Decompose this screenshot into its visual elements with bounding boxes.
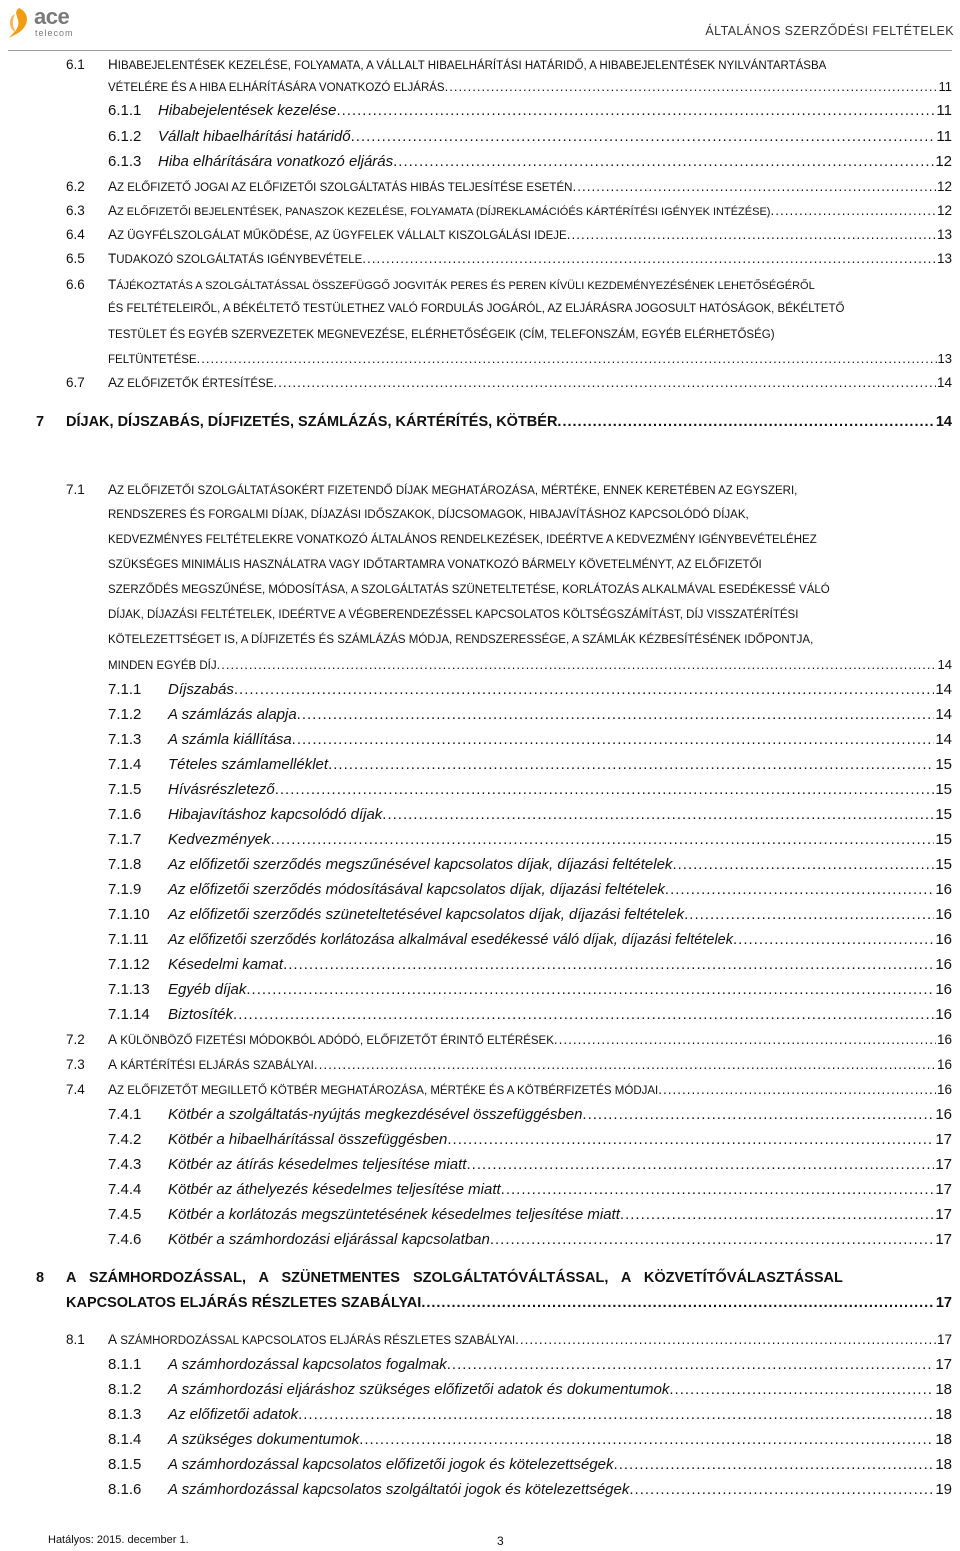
toc-entry-title-continued: DÍJAK, DÍJAZÁSI FELTÉTELEK, IDEÉRTVE A VÉGBERENDEZÉSSEL KAPCSOLATOS KÖLTSÉGSZÁMÍTÁST, DÍJ VISSZATÉRÍTÉSI — [108, 609, 799, 621]
toc-entry-title: AZ ELŐFIZETŐT MEGILLETŐ KÖTBÉR MEGHATÁROZÁSA, MÉRTÉKE ÉS A KÖTBÉRFIZETÉS MÓDJAI — [108, 1082, 659, 1097]
toc-page-number: 13 — [936, 227, 952, 242]
toc-page-number: 14 — [936, 375, 952, 390]
toc-page-number: 16 — [936, 1082, 952, 1097]
toc-leader-dots — [234, 681, 934, 699]
toc-entry-number: 7.2 — [66, 1032, 85, 1047]
toc-entry-6-1[interactable] — [66, 56, 952, 75]
toc-entry-8-cont[interactable] — [66, 1294, 952, 1312]
toc-entry-number: 7.1.7 — [108, 831, 142, 848]
toc-page-number: 11 — [938, 79, 952, 94]
toc-entry-title: AZ ELŐFIZETŐI BEJELENTÉSEK, PANASZOK KEZELÉSE, FOLYAMATA (DÍJREKLAMÁCIÓÉS KÁRTÉRÍTÉSI IGÉNYEK INTÉZÉSE) — [108, 203, 771, 218]
toc-leader-dots — [298, 1406, 934, 1424]
toc-entry-number: 7.1.9 — [108, 881, 142, 898]
toc-entry-title: Hiba elhárítására vonatkozó eljárás — [158, 153, 394, 170]
toc-entry-title: DÍJAK, DÍJSZABÁS, DÍJFIZETÉS, SZÁMLÁZÁS, KÁRTÉRÍTÉS, KÖTBÉR — [66, 414, 558, 430]
toc-entry-number: 7.1.14 — [108, 1006, 150, 1023]
toc-entry-8[interactable] — [36, 1269, 952, 1287]
toc-page-number: 12 — [936, 203, 952, 218]
toc-entry-title-continued: MINDEN EGYÉB DÍJ — [108, 660, 217, 672]
toc-leader-dots — [466, 1156, 934, 1174]
toc-entry-8-1-2[interactable] — [108, 1381, 952, 1399]
toc-leader-dots — [665, 881, 934, 899]
toc-entry-title: Az előfizetői szerződés módosításával kapcsolatos díjak, díjazási feltételek — [168, 881, 665, 898]
toc-entry-title: Biztosíték — [168, 1006, 234, 1023]
toc-entry-title-continued: RENDSZERES ÉS FORGALMI DÍJAK, DÍJAZÁSI IDŐSZAKOK, DÍJCSOMAGOK, HIBAJAVÍTÁSHOZ KAPCSOLÓDÓ DÍJAK, — [108, 509, 749, 521]
toc-page-number: 17 — [935, 1181, 952, 1198]
toc-entry-number: 8.1.4 — [108, 1431, 142, 1448]
toc-leader-dots — [283, 956, 934, 974]
toc-entry-number: 7.3 — [66, 1057, 85, 1072]
toc-entry-number: 7.1.3 — [108, 731, 142, 748]
ace-telecom-logo — [6, 4, 126, 44]
toc-entry-title-continued: SZÜKSÉGES MINIMÁLIS HASZNÁLATRA VAGY IDŐTARTAMRA VONATKOZÓ BÁRMELY KÖVETELMÉNYT, AZ ELŐFIZETŐI — [108, 559, 762, 571]
toc-leader-dots — [447, 1131, 934, 1149]
toc-entry-number: 6.5 — [66, 251, 85, 266]
toc-entry-title: Kötbér a hibaelhárítással összefüggésben — [168, 1131, 448, 1148]
toc-entry-title: AZ ELŐFIZETŐK ÉRTESÍTÉSE — [108, 375, 274, 390]
toc-page-number: 16 — [935, 1106, 952, 1123]
toc-entry-7-1-cont[interactable] — [108, 656, 952, 675]
toc-entry-8-1-5[interactable] — [108, 1456, 952, 1474]
toc-entry-number: 6.1.3 — [108, 153, 142, 170]
toc-entry-6-1-1[interactable] — [108, 102, 952, 120]
toc-page-number: 16 — [935, 1006, 952, 1023]
toc-leader-dots — [733, 931, 934, 949]
toc-page-number: 17 — [936, 1332, 952, 1347]
toc-entry-number: 6.1 — [66, 57, 85, 72]
toc-page-number: 15 — [935, 806, 952, 823]
toc-leader-dots — [554, 1031, 936, 1049]
toc-entry-7-4-5[interactable] — [108, 1206, 952, 1224]
toc-entry-title: AZ ELŐFIZETŐ JOGAI AZ ELŐFIZETŐI SZOLGÁLTATÁS HIBÁS TELJESÍTÉSE ESETÉN — [108, 179, 573, 194]
page-number: 3 — [497, 1534, 504, 1548]
toc-entry-6-1-2[interactable] — [108, 128, 952, 146]
toc-entry-title: A szükséges dokumentumok — [168, 1431, 360, 1448]
toc-entry-number: 7.1.8 — [108, 856, 142, 873]
toc-entry-title: AZ ÜGYFÉLSZOLGÁLAT MŰKÖDÉSE, AZ ÜGYFELEK VÁLLALT KISZOLGÁLÁSI IDEJE — [108, 227, 567, 242]
toc-entry-7-1-12[interactable] — [108, 956, 952, 974]
toc-leader-dots — [328, 756, 934, 774]
toc-page-number: 16 — [935, 981, 952, 998]
toc-leader-dots — [217, 656, 937, 674]
toc-entry-title: Kötbér a szolgáltatás-nyújtás megkezdésével összefüggésben — [168, 1106, 583, 1123]
toc-page-number: 19 — [935, 1481, 952, 1498]
toc-entry-title: Tételes számlamelléklet — [168, 756, 329, 773]
toc-leader-dots — [515, 1331, 936, 1349]
toc-entry-7-3[interactable] — [66, 1056, 952, 1075]
toc-leader-dots — [557, 413, 934, 431]
toc-leader-dots — [271, 831, 935, 849]
toc-leader-dots — [501, 1181, 935, 1199]
toc-entry-title: A SZÁMHORDOZÁSSAL, A SZÜNETMENTES SZOLGÁLTATÓVÁLTÁSSAL, A KÖZVETÍTŐVÁLASZTÁSSAL — [66, 1270, 843, 1286]
toc-entry-7-1-13[interactable] — [108, 981, 952, 999]
effective-date: Hatályos: 2015. december 1. — [48, 1534, 189, 1546]
toc-leader-dots — [246, 981, 934, 999]
toc-page-number: 14 — [937, 657, 952, 672]
toc-entry-title: A KÜLÖNBÖZŐ FIZETÉSI MÓDOKBÓL ADÓDÓ, ELŐFIZETŐT ÉRINTŐ ELTÉRÉSEK — [108, 1032, 554, 1047]
toc-page-number: 17 — [935, 1295, 952, 1311]
toc-leader-dots — [297, 706, 935, 724]
toc-entry-7-1-9[interactable] — [108, 881, 952, 899]
toc-entry-title: Kötbér a számhordozási eljárással kapcsolatban — [168, 1231, 490, 1248]
toc-entry-number: 7.4.1 — [108, 1106, 142, 1123]
toc-entry-8-1-6[interactable] — [108, 1481, 952, 1499]
toc-entry-8-1[interactable] — [66, 1331, 952, 1350]
toc-entry-7-4-1[interactable] — [108, 1106, 952, 1124]
toc-page-number: 16 — [936, 1032, 952, 1047]
toc-entry-title: TÁJÉKOZTATÁS A SZOLGÁLTATÁSSAL ÖSSZEFÜGGŐ JOGVITÁK PERES ÉS PEREN KÍVÜLI KEZDEMÉNYEZÉSÉNEK LEHETŐSÉGÉRŐL — [108, 277, 815, 292]
toc-page-number: 14 — [935, 681, 952, 698]
toc-entry-title: A számhordozással kapcsolatos fogalmak — [168, 1356, 447, 1373]
toc-leader-dots — [582, 1106, 934, 1124]
toc-entry-7-1-8[interactable] — [108, 856, 952, 874]
toc-leader-dots — [672, 856, 934, 874]
toc-entry-number: 6.4 — [66, 227, 85, 242]
toc-entry-title-continued: KEDVEZMÉNYES FELTÉTELEKRE VONATKOZÓ ÁLTALÁNOS RENDELKEZÉSEK, IDEÉRTVE A KEDVEZMÉNY IGÉNYBEVÉTELÉHEZ — [108, 534, 817, 546]
page-header — [0, 0, 960, 50]
toc-entry-7-4[interactable] — [66, 1081, 952, 1100]
toc-leader-dots — [567, 226, 936, 244]
toc-entry-title: A SZÁMHORDOZÁSSAL KAPCSOLATOS ELJÁRÁS RÉSZLETES SZABÁLYAI — [108, 1332, 516, 1347]
toc-entry-number: 6.3 — [66, 203, 85, 218]
toc-entry-title: A KÁRTÉRÍTÉSI ELJÁRÁS SZABÁLYAI — [108, 1057, 314, 1072]
toc-leader-dots — [359, 1431, 934, 1449]
toc-entry-number: 7.1.5 — [108, 781, 142, 798]
toc-entry-7-2[interactable] — [66, 1031, 952, 1050]
toc-entry-title: Hibajavításhoz kapcsolódó díjak — [168, 806, 383, 823]
toc-leader-dots — [362, 250, 936, 268]
toc-entry-number: 7.4.6 — [108, 1231, 142, 1248]
toc-entry-8-1-3[interactable] — [108, 1406, 952, 1424]
toc-leader-dots — [614, 1456, 935, 1474]
toc-leader-dots — [233, 1006, 934, 1024]
toc-entry-title: Az előfizetői szerződés korlátozása alkalmával esedékessé váló díjak, díjazási feltételek — [168, 932, 733, 948]
toc-leader-dots — [351, 128, 936, 146]
toc-entry-number: 7.4 — [66, 1082, 85, 1097]
toc-leader-dots — [684, 906, 934, 924]
toc-entry-number: 8.1.3 — [108, 1406, 142, 1423]
logo-subtitle: telecom — [35, 28, 74, 38]
toc-entry-title: Díjszabás — [168, 681, 234, 698]
toc-entry-number: 7.4.3 — [108, 1156, 142, 1173]
toc-entry-6-1-3[interactable] — [108, 153, 952, 171]
toc-entry-number: 7.4.5 — [108, 1206, 142, 1223]
toc-leader-dots — [770, 202, 936, 220]
toc-entry-7-1-4[interactable] — [108, 756, 952, 774]
toc-entry-title: Vállalt hibaelhárítási határidő — [158, 128, 351, 145]
toc-entry-title: Késedelmi kamat — [168, 956, 284, 973]
toc-page-number: 15 — [935, 856, 952, 873]
toc-entry-number: 7 — [36, 414, 45, 430]
toc-entry-title-continued: KÖTELEZETTSÉGET IS, A DÍJFIZETÉS ÉS SZÁMLÁZÁS MÓDJA, RENDSZERESSÉGE, A SZÁMLÁK KÉZBESÍTÉSÉNEK IDŐPONTJA, — [108, 634, 814, 646]
toc-entry-7[interactable] — [36, 413, 952, 431]
toc-page-number: 11 — [936, 128, 952, 145]
toc-entry-6-3[interactable] — [66, 202, 952, 221]
toc-page-number: 12 — [936, 179, 952, 194]
toc-entry-6-6[interactable] — [66, 276, 952, 295]
toc-leader-dots — [382, 806, 934, 824]
toc-entry-8-1-4[interactable] — [108, 1431, 952, 1449]
toc-leader-dots — [197, 350, 937, 368]
toc-page-number: 15 — [935, 831, 952, 848]
toc-entry-title: A számla kiállítása — [168, 731, 292, 748]
toc-leader-dots — [314, 1056, 936, 1074]
toc-entry-title: Egyéb díjak — [168, 981, 247, 998]
toc-leader-dots — [490, 1231, 934, 1249]
toc-entry-title: HIBABEJELENTÉSEK KEZELÉSE, FOLYAMATA, A VÁLLALT HIBAELHÁRÍTÁSI HATÁRIDŐ, A HIBABEJELENTÉSEK NYILVÁNTARTÁSBA — [108, 57, 827, 72]
toc-entry-title-continued: VÉTELÉRE ÉS A HIBA ELHÁRÍTÁSÁRA VONATKOZÓ ELJÁRÁS — [108, 82, 445, 94]
toc-entry-title: Hívásrészletező — [168, 781, 275, 798]
toc-entry-6-2[interactable] — [66, 178, 952, 197]
toc-page-number: 14 — [935, 706, 952, 723]
toc-entry-number: 6.1.1 — [108, 102, 142, 119]
toc-entry-title: AZ ELŐFIZETŐI SZOLGÁLTATÁSOKÉRT FIZETENDŐ DÍJAK MEGHATÁROZÁSA, MÉRTÉKE, ENNEK KERETÉBEN AZ EGYSZERI, — [108, 482, 798, 497]
toc-entry-7-1-3[interactable] — [108, 731, 952, 749]
toc-entry-title-continued: KAPCSOLATOS ELJÁRÁS RÉSZLETES SZABÁLYAI — [66, 1295, 422, 1311]
header-divider — [8, 50, 952, 51]
toc-entry-title: Kötbér az áthelyezés késedelmes teljesítése miatt — [168, 1181, 501, 1198]
toc-page-number: 17 — [935, 1206, 952, 1223]
toc-leader-dots — [669, 1381, 934, 1399]
toc-entry-6-6-cont[interactable] — [108, 350, 952, 369]
toc-leader-dots — [275, 781, 935, 799]
toc-page-number: 14 — [935, 414, 952, 430]
toc-leader-dots — [620, 1206, 934, 1224]
toc-entry-number: 8.1.5 — [108, 1456, 142, 1473]
toc-page-number: 17 — [935, 1356, 952, 1373]
toc-leader-dots — [629, 1481, 934, 1499]
toc-leader-dots — [393, 153, 934, 171]
toc-entry-number: 8.1.1 — [108, 1356, 142, 1373]
toc-entry-number: 7.1 — [66, 482, 85, 497]
toc-entry-title: A számhordozással kapcsolatos szolgáltatói jogok és kötelezettségek — [168, 1481, 630, 1498]
toc-entry-title: Az előfizetői szerződés megszűnésével kapcsolatos díjak, díjazási feltételek — [168, 856, 673, 873]
toc-entry-7-1-14[interactable] — [108, 1006, 952, 1024]
toc-page-number: 18 — [935, 1381, 952, 1398]
toc-entry-title: A számhordozással kapcsolatos előfizetői jogok és kötelezettségek — [168, 1456, 614, 1473]
toc-entry-7-1-6[interactable] — [108, 806, 952, 824]
toc-entry-6-1-cont[interactable] — [108, 78, 952, 97]
toc-page-number: 16 — [935, 956, 952, 973]
toc-entry-title: Hibabejelentések kezelése — [158, 102, 337, 119]
toc-page-number: 12 — [935, 153, 952, 170]
toc-entry-7-1-11[interactable] — [108, 931, 952, 949]
toc-leader-dots — [445, 78, 938, 96]
toc-entry-7-4-3[interactable] — [108, 1156, 952, 1174]
toc-page-number: 17 — [935, 1156, 952, 1173]
toc-entry-number: 7.1.1 — [108, 681, 142, 698]
toc-page-number: 16 — [935, 881, 952, 898]
toc-entry-number: 7.1.13 — [108, 981, 150, 998]
toc-entry-title-continued: TESTÜLET ÉS EGYÉB SZERVEZETEK MEGNEVEZÉSE, ELÉRHETŐSÉGEIK (CÍM, TELEFONSZÁM, EGYÉB ELÉRHETŐSÉG) — [108, 329, 775, 341]
toc-leader-dots — [336, 102, 935, 120]
toc-entry-number: 6.1.2 — [108, 128, 142, 145]
toc-entry-7-4-2[interactable] — [108, 1131, 952, 1149]
toc-entry-title: Az előfizetői szerződés szüneteltetésével kapcsolatos díjak, díjazási feltételek — [168, 906, 685, 923]
toc-entry-number: 7.4.2 — [108, 1131, 142, 1148]
toc-entry-7-1[interactable] — [66, 481, 952, 500]
toc-page-number: 18 — [935, 1431, 952, 1448]
toc-page-number: 15 — [935, 781, 952, 798]
toc-entry-title: A számhordozási eljáráshoz szükséges előfizetői adatok és dokumentumok — [168, 1381, 670, 1398]
toc-entry-title: TUDAKOZÓ SZOLGÁLTATÁS IGÉNYBEVÉTELE — [108, 251, 363, 266]
toc-entry-title-continued: ÉS FELTÉTELEIRŐL, A BÉKÉLTETŐ TESTÜLETHEZ VALÓ FORDULÁS JOGÁRÓL, AZ ELJÁRÁSRA JOGOSULT HATÓSÁGOK, BÉKÉLTETŐ — [108, 303, 845, 315]
toc-entry-number: 7.1.10 — [108, 906, 150, 923]
toc-entry-6-5[interactable] — [66, 250, 952, 269]
toc-entry-7-1-10[interactable] — [108, 906, 952, 924]
toc-entry-7-1-7[interactable] — [108, 831, 952, 849]
toc-entry-title-continued: FELTÜNTETÉSE — [108, 354, 197, 366]
toc-entry-7-1-1[interactable] — [108, 681, 952, 699]
toc-entry-number: 8.1.6 — [108, 1481, 142, 1498]
toc-entry-title: Kötbér a korlátozás megszüntetésének késedelmes teljesítése miatt — [168, 1206, 620, 1223]
toc-leader-dots — [421, 1294, 935, 1312]
toc-page-number: 17 — [935, 1231, 952, 1248]
toc-entry-6-7[interactable] — [66, 374, 952, 393]
toc-page-number: 18 — [935, 1456, 952, 1473]
toc-entry-number: 8.1.2 — [108, 1381, 142, 1398]
toc-entry-number: 7.1.11 — [108, 931, 149, 948]
toc-entry-number: 8 — [36, 1270, 45, 1286]
logo-wordmark: ace — [34, 4, 70, 29]
toc-page-number: 17 — [935, 1131, 952, 1148]
toc-entry-number: 6.6 — [66, 277, 85, 292]
toc-entry-title: Kedvezmények — [168, 831, 271, 848]
toc-entry-number: 7.1.2 — [108, 706, 142, 723]
toc-page-number: 13 — [937, 351, 952, 366]
toc-leader-dots — [447, 1356, 935, 1374]
toc-entry-title: A számlázás alapja — [168, 706, 297, 723]
toc-page-number: 11 — [936, 102, 952, 119]
toc-entry-7-4-6[interactable] — [108, 1231, 952, 1249]
toc-page-number: 16 — [935, 931, 952, 948]
toc-leader-dots — [572, 178, 936, 196]
toc-page-number: 15 — [935, 756, 952, 773]
toc-entry-7-1-5[interactable] — [108, 781, 952, 799]
toc-entry-number: 7.4.4 — [108, 1181, 142, 1198]
toc-page-number: 14 — [935, 731, 952, 748]
toc-entry-8-1-1[interactable] — [108, 1356, 952, 1374]
toc-leader-dots — [273, 374, 936, 392]
toc-entry-title: Az előfizetői adatok — [168, 1406, 299, 1423]
toc-page-number: 16 — [935, 906, 952, 923]
toc-entry-number: 6.2 — [66, 179, 85, 194]
toc-entry-6-4[interactable] — [66, 226, 952, 245]
toc-entry-number: 7.1.4 — [108, 756, 142, 773]
toc-entry-title-continued: SZERZŐDÉS MEGSZŰNÉSE, MÓDOSÍTÁSA, A SZOLGÁLTATÁS SZÜNETELTETÉSE, KORLÁTOZÁS ALKALMÁVAL ESEDÉKESSÉ VÁLÓ — [108, 584, 830, 596]
toc-page-number: 16 — [936, 1057, 952, 1072]
toc-leader-dots — [292, 731, 935, 749]
document-title: ÁLTALÁNOS SZERZŐDÉSI FELTÉTELEK — [705, 24, 954, 38]
toc-page-number: 13 — [936, 251, 952, 266]
toc-entry-7-4-4[interactable] — [108, 1181, 952, 1199]
toc-entry-number: 8.1 — [66, 1332, 85, 1347]
toc-entry-number: 7.1.6 — [108, 806, 142, 823]
toc-entry-7-1-2[interactable] — [108, 706, 952, 724]
toc-page-number: 18 — [935, 1406, 952, 1423]
toc-entry-number: 7.1.12 — [108, 956, 150, 973]
logo-swirl-icon — [6, 6, 32, 40]
toc-entry-number: 6.7 — [66, 375, 85, 390]
toc-entry-title: Kötbér az átírás késedelmes teljesítése miatt — [168, 1156, 467, 1173]
toc-leader-dots — [658, 1081, 936, 1099]
